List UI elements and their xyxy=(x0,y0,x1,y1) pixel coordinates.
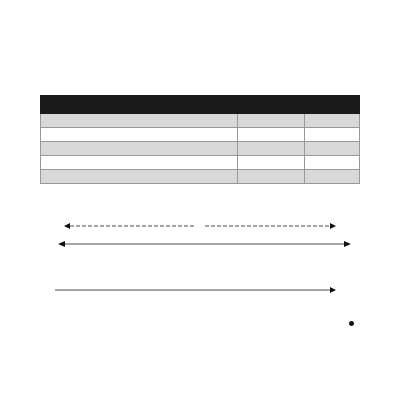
bullet-icon xyxy=(349,321,354,326)
arrow-right-icon xyxy=(344,241,351,247)
arrow-left-icon xyxy=(58,241,65,247)
section-heading xyxy=(345,320,354,327)
gradient-arrow xyxy=(55,287,336,293)
acid-arrow xyxy=(205,223,336,229)
ph-number-line xyxy=(58,241,351,247)
base-arrow xyxy=(64,223,195,229)
